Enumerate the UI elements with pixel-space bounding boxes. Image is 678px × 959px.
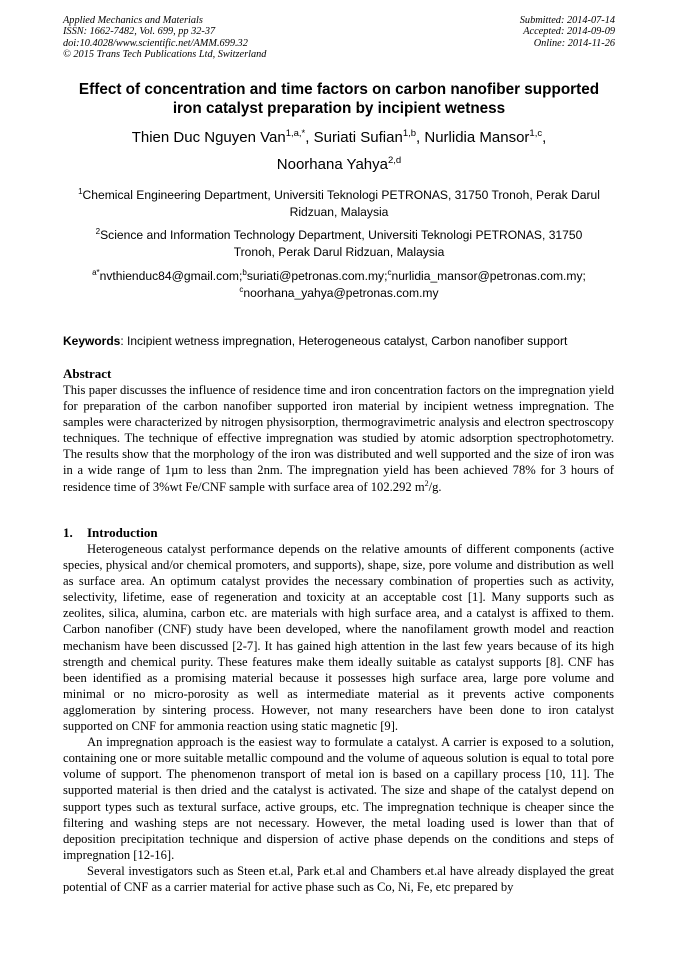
section-number: 1. bbox=[63, 525, 73, 540]
email-address[interactable]: noorhana_yahya@petronas.com.my bbox=[243, 285, 439, 300]
title-line-2: iron catalyst preparation by incipient wetness bbox=[172, 100, 506, 117]
journal-header-left bbox=[63, 15, 266, 60]
email-superscript: c bbox=[239, 284, 244, 294]
online-date: Online: 2014-11-26 bbox=[533, 37, 615, 49]
affiliation-superscript: 1 bbox=[78, 187, 83, 196]
accepted-date: Accepted: 2014-09-09 bbox=[523, 26, 615, 38]
section-heading-introduction bbox=[63, 525, 158, 541]
email-address[interactable]: suriati@petronas.com.my; bbox=[246, 269, 388, 283]
author-superscript: 1,b bbox=[402, 128, 417, 139]
email-address[interactable]: nvthienduc84@gmail.com; bbox=[99, 269, 243, 283]
author-separator: , bbox=[416, 129, 425, 146]
doi: doi:10.4028/www.scientific.net/AMM.699.32 bbox=[63, 37, 248, 49]
abstract-superscript: 2 bbox=[424, 478, 429, 488]
author-name: Noorhana Yahya bbox=[276, 156, 388, 173]
author-superscript: 1,a,* bbox=[285, 128, 306, 139]
affiliation-text: Science and Information Technology Department, Universiti Teknologi PETRONAS, 31750 bbox=[100, 228, 583, 242]
email-superscript: c bbox=[387, 268, 392, 277]
abstract-text-end: /g. bbox=[428, 479, 442, 494]
author-line-2 bbox=[40, 151, 638, 178]
keywords-label: Keywords bbox=[63, 334, 121, 348]
intro-paragraph: An impregnation approach is the easiest way to formulate a catalyst. A carrier is exposed to a solution, containing one or more suitable metallic compound and the volume of aqueous solution is equal to total pore volume of support. The phenomenon transport of metal ion is based on a capillary process [10, 11]. The supported material is then dried and the catalyst is activated. The size and shape of the catalyst depend on support types such as textural surface, active groups, etc. The impregnation technique is cheaper since the filtering and washing steps are not necessary. However, the metal loading used is lower than that of deposition precipitation technique and dispersion of active phase depends on the conditions and steps of impregnation [12-16]. bbox=[63, 735, 614, 862]
intro-paragraph: Heterogeneous catalyst performance depends on the relative amounts of different components (active species, physical and/or chemical promoters, and supports), shape, size, pore volume and distribution as well as surface area. An optimum catalyst provides the necessary combination of properties such as activity, selectivity, lifetime, ease of regeneration and toxicity at an acceptable cost [1]. Many supports such as zeolites, silica, alumina, carbon etc. are materials with high surface area, and a catalyst is affixed to them. Carbon nanofiber (CNF) study have been developed, where the nanofilament growth model and reaction mechanism have been discussed [2-7]. It has gained high attention in the last few years because of its high strength and chemical purity. These features make them ideally suitable as catalyst supports [8]. CNF has been identified as a promising material because it possesses high surface area, large pore volume and minimal or no micro-porosity as well as intermediate material as it prevents active components agglomeration by sintering process. However, not many researchers have been done to iron catalyst supported on CNF for ammonia reaction using static magnetic [9]. bbox=[63, 542, 614, 734]
abstract-body bbox=[63, 382, 614, 495]
author-name: Thien Duc Nguyen Van bbox=[131, 129, 286, 146]
intro-paragraph: Several investigators such as Steen et.al, Park et.al and Chambers et.al have already displayed the great potential of CNF as a carrier material for active phase such as Co, Ni, Fe, etc prepared by bbox=[63, 863, 614, 894]
email-superscript: a* bbox=[92, 268, 100, 277]
abstract-heading: Abstract bbox=[63, 366, 112, 381]
author-superscript: 2,d bbox=[387, 155, 402, 166]
paper-title bbox=[40, 80, 638, 118]
author-name: Suriati Sufian bbox=[313, 129, 403, 146]
keywords-text: : Incipient wetness impregnation, Heterogeneous catalyst, Carbon nanofiber support bbox=[120, 334, 568, 348]
author-line-1 bbox=[40, 124, 638, 151]
keywords bbox=[63, 334, 623, 349]
author-name: Nurlidia Mansor bbox=[424, 129, 530, 146]
title-line-1: Effect of concentration and time factors on carbon nanofiber supported bbox=[78, 81, 600, 98]
email-list bbox=[55, 268, 623, 301]
author-list bbox=[40, 124, 638, 178]
introduction-body bbox=[63, 541, 614, 895]
author-superscript: 1,c bbox=[529, 128, 543, 139]
affiliation-text: Tronoh, Perak Darul Ridzuan, Malaysia bbox=[233, 244, 445, 259]
email-address[interactable]: nurlidia_mansor@petronas.com.my; bbox=[391, 269, 586, 283]
affiliation-text: Chemical Engineering Department, Universiti Teknologi PETRONAS, 31750 Tronoh, Perak Darul bbox=[82, 188, 600, 202]
submitted-date: Submitted: 2014-07-14 bbox=[519, 15, 615, 26]
journal-header-right bbox=[520, 15, 615, 49]
affiliation-1 bbox=[55, 187, 623, 220]
copyright: © 2015 Trans Tech Publications Ltd, Switzerland bbox=[63, 48, 267, 60]
author-separator: , bbox=[542, 129, 547, 146]
affiliation-2 bbox=[55, 227, 623, 260]
author-separator: , bbox=[305, 129, 314, 146]
affiliation-text: Ridzuan, Malaysia bbox=[289, 204, 389, 219]
affiliation-superscript: 2 bbox=[95, 227, 101, 236]
email-superscript: b bbox=[242, 268, 247, 277]
journal-name: Applied Mechanics and Materials bbox=[63, 15, 203, 26]
abstract-text: This paper discusses the influence of residence time and iron concentration factors on the impregnation yield for preparation of the carbon nanofiber supported iron material by incipient wetness impregnation. The samples were characterized by nitrogen physisorption, thermogravimetric analysis and electron spectroscopy techniques. The technique of effective impregnation was studied by atomic adsorption spectrophotometry. The results show that the morphology of the iron was distributed and well supported and the size of iron was in a wide range of 1µm to less than 2nm. The impregnation yield has been achieved 78% for 3 hours of residence time of 3%wt Fe/CNF sample with surface area of 102.292 m bbox=[63, 383, 614, 494]
issn: ISSN: 1662-7482, Vol. 699, pp 32-37 bbox=[63, 26, 216, 38]
section-title: Introduction bbox=[87, 525, 158, 540]
